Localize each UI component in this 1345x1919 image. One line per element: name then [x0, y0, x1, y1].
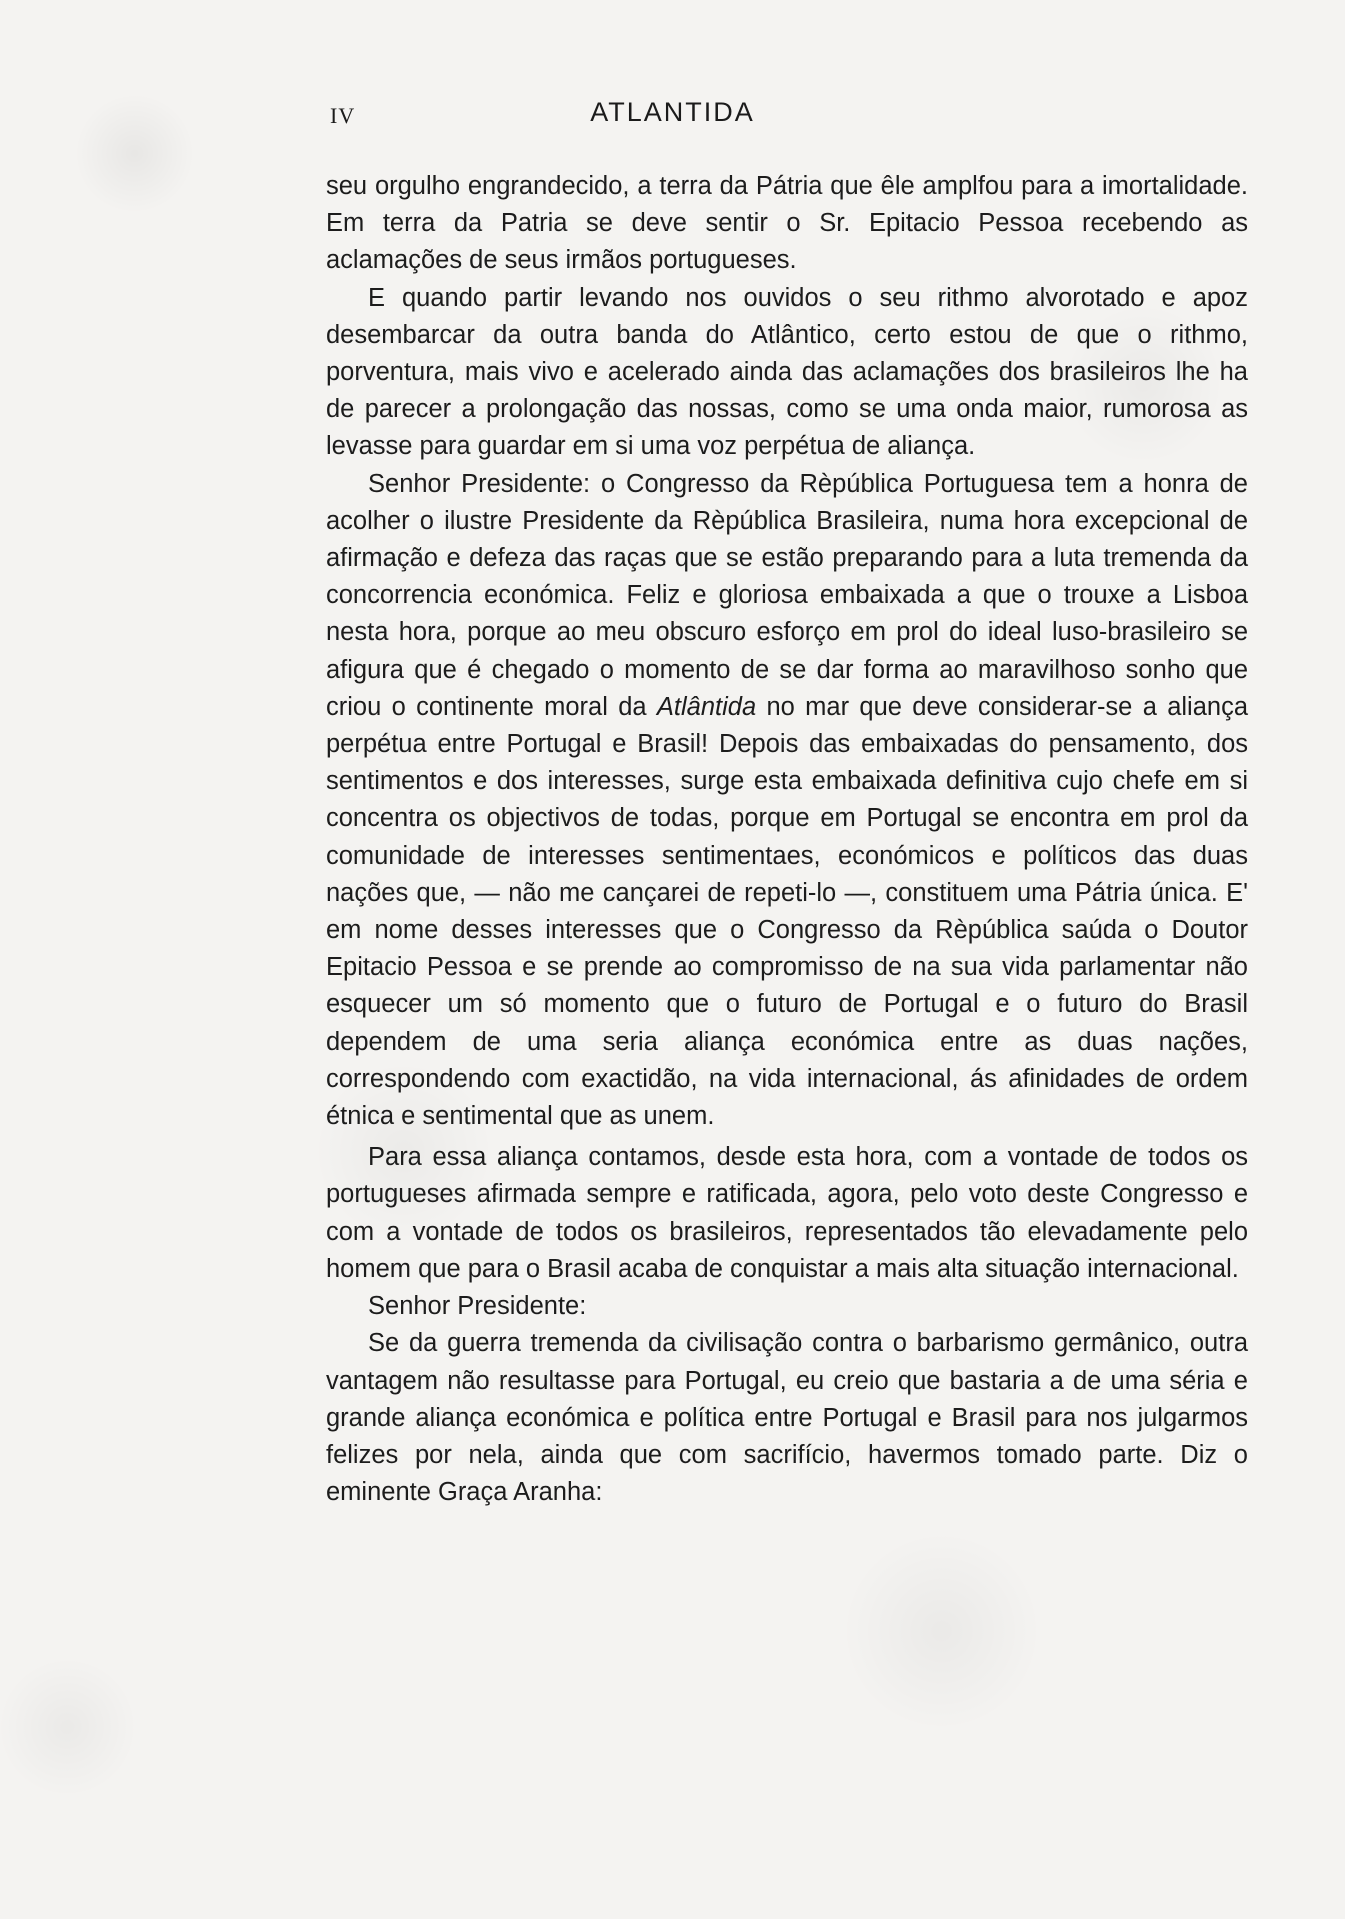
paragraph-3-text-after: no mar que deve considerar-se a aliança perpétua entre Portugal e Brasil! Depois das embaixadas do pensamento, dos sentimentos e dos interesses, surge esta embaixada definitiva cujo chefe em si concentra os objectivos de todas, porque em Portugal se encontra em prol da comunidade de interesses sentimentaes, económicos e políticos das duas nações que, — não me cançarei de repeti-lo —, constituem uma Pátria única. E' em nome desses interesses que o Congresso da Rèpública saúda o Doutor Epitacio Pessoa e se prende ao compromisso de na sua vida parlamentar não esquecer um só momento que o futuro de Portugal e o futuro do Brasil dependem de uma seria aliança económica entre as duas nações, correspondendo com exactidão, na vida internacional, ás afinidades de ordem étnica e sentimental que as unem.	[326, 692, 1249, 1131]
paragraph-2: E quando partir levando nos ouvidos o seu rithmo alvorotado e apoz desembarcar da outra banda do Atlântico, certo estou de que o rithmo, porventura, mais vivo e acelerado ainda das aclamações dos brasileiros lhe ha de parecer a prolongação das nossas, como se uma onda maior, rumorosa as levasse para guardar em si uma voz perpétua de aliança.	[326, 283, 1248, 461]
paragraph-6: Se da guerra tremenda da civilisação contra o barbarismo germânico, outra vantagem não resultasse para Portugal, eu creio que bastaria a de uma séria e grande aliança económica e política entre Portugal e Brasil para nos julgarmos felizes por nela, ainda que com sacrifício, havermos tomado parte. Diz o eminente Graça Aranha:	[326, 1329, 1248, 1507]
running-head	[0, 97, 1345, 137]
book-title: ATLANTIDA	[590, 97, 755, 127]
paragraph-3	[326, 466, 1248, 1136]
paragraph-1: seu orgulho engrandecido, a terra da Pátria que êle amplfou para a imortalidade. Em terra da Patria se deve sentir o Sr. Epitacio Pessoa recebendo as aclamações de seus irmãos portugueses.	[326, 172, 1248, 275]
body-text	[326, 168, 1248, 1511]
atlantida-italic-term: Atlântida	[656, 692, 757, 721]
paragraph-5: Senhor Presidente:	[368, 1292, 587, 1321]
paragraph-4: Para essa aliança contamos, desde esta hora, com a vontade de todos os portugueses afirmada sempre e ratificada, agora, pelo voto deste Congresso e com a vontade de todos os brasileiros, representados tão elevadamente pelo homem que para o Brasil acaba de conquistar a mais alta situação internacional.	[326, 1143, 1248, 1283]
paragraph-3-text-before: Senhor Presidente: o Congresso da Rèpública Portuguesa tem a honra de acolher o ilustre Presidente da Rèpública Brasileira, numa hora excepcional de afirmação e defeza das raças que se estão preparando para a luta tremenda da concorrencia económica. Feliz e gloriosa embaixada a que o trouxe a Lisboa nesta hora, porque ao meu obscuro esforço em prol do ideal luso-brasileiro se afigura que é chegado o momento de se dar forma ao maravilhoso sonho que criou o continente moral da	[326, 469, 1248, 721]
page-number: IV	[330, 103, 356, 128]
